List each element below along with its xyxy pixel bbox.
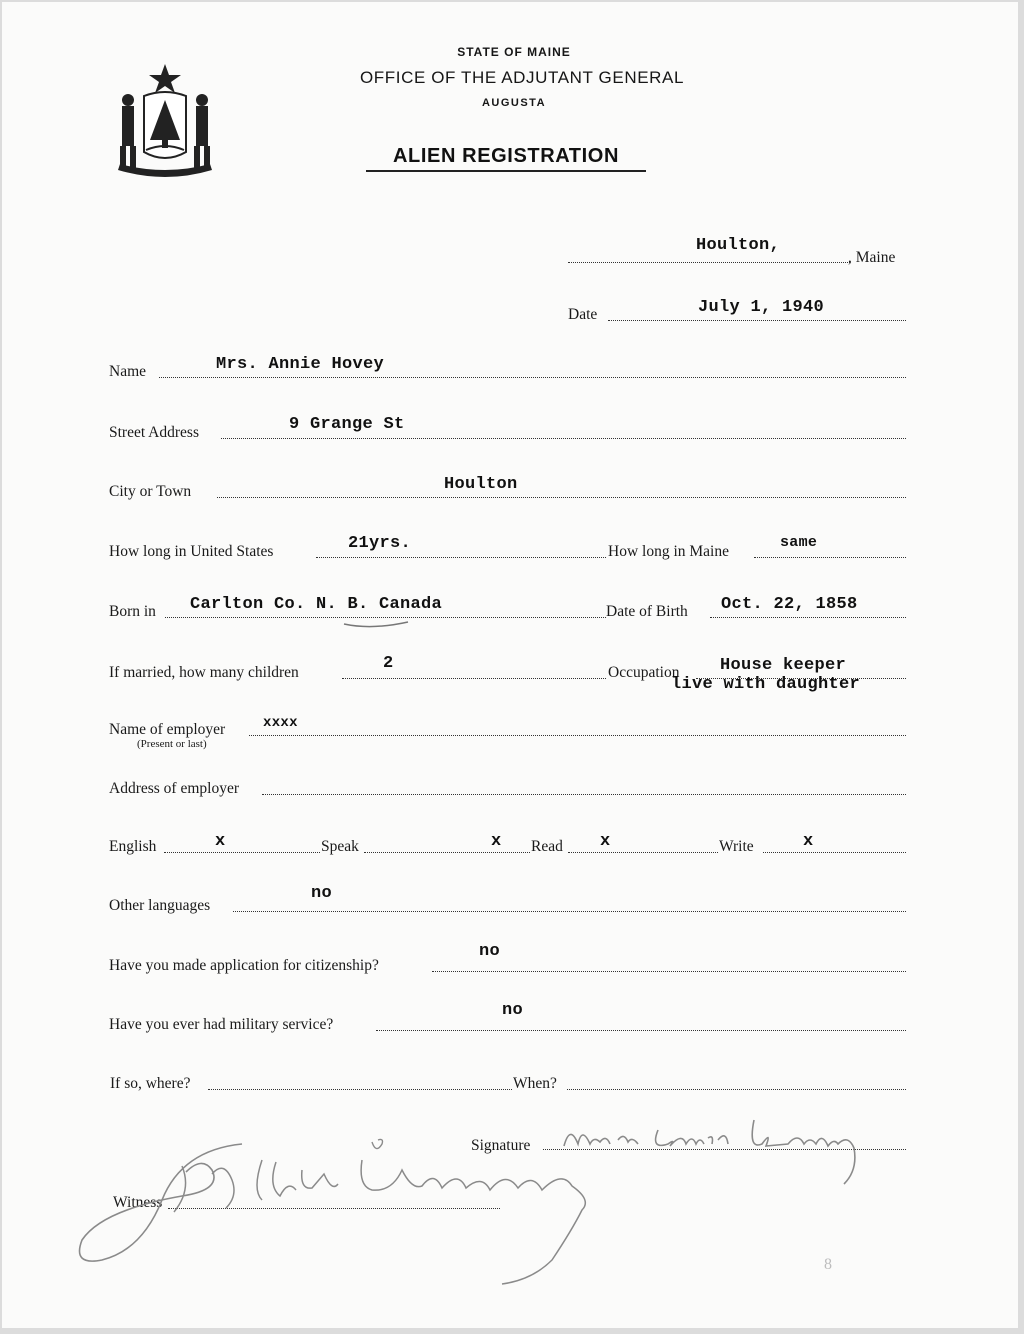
speak-label: Speak: [321, 838, 359, 855]
employer-address-line: [262, 794, 906, 795]
how-long-us-line: [316, 557, 606, 558]
read-line: [568, 852, 718, 853]
born-in-label: Born in: [109, 603, 156, 620]
place-line: [568, 262, 850, 263]
dob-label: Date of Birth: [606, 603, 688, 620]
page-number: 8: [824, 1256, 832, 1273]
signature-label: Signature: [471, 1137, 531, 1154]
children-label: If married, how many children: [109, 664, 299, 681]
when-label: When?: [513, 1075, 557, 1092]
city-label: City or Town: [109, 483, 192, 500]
employer-address-label: Address of employer: [109, 780, 239, 797]
name-label: Name: [109, 363, 147, 380]
military-label: Have you ever had military service?: [109, 1016, 334, 1033]
children-value: 2: [383, 654, 394, 673]
witness-label: Witness: [113, 1194, 163, 1211]
how-long-us-label: How long in United States: [109, 543, 274, 560]
how-long-maine-label: How long in Maine: [608, 543, 729, 560]
citizenship-value: no: [479, 942, 501, 961]
employer-line: [249, 735, 906, 736]
speak-line: [364, 852, 530, 853]
speak-value: x: [491, 832, 502, 851]
how-long-maine-line: [754, 557, 906, 558]
city-line: [217, 497, 906, 498]
name-value: Mrs. Annie Hovey: [216, 355, 385, 374]
read-value: x: [600, 832, 611, 851]
place-suffix: , Maine: [848, 249, 896, 266]
witness-signature-icon: [62, 1130, 622, 1290]
write-line: [763, 852, 906, 853]
header-city: AUGUSTA: [481, 97, 547, 109]
place-value: Houlton,: [696, 236, 781, 255]
when-line: [567, 1089, 906, 1090]
header-office: OFFICE OF THE ADJUTANT GENERAL: [359, 68, 685, 87]
children-line: [342, 678, 606, 679]
english-line: [164, 852, 320, 853]
header-state: STATE OF MAINE: [457, 45, 571, 59]
read-label: Read: [531, 838, 563, 855]
other-languages-label: Other languages: [109, 897, 211, 914]
military-line: [376, 1030, 906, 1031]
city-value: Houlton: [444, 475, 518, 494]
english-label: English: [109, 838, 157, 855]
write-value: x: [803, 832, 814, 851]
citizenship-line: [432, 971, 906, 972]
how-long-maine-value: same: [780, 534, 818, 551]
other-languages-value: no: [311, 884, 333, 903]
street-label: Street Address: [109, 424, 199, 441]
dob-value: Oct. 22, 1858: [721, 595, 858, 614]
date-line: [608, 320, 906, 321]
name-line: [159, 377, 906, 378]
form-page: [2, 2, 1018, 1328]
born-in-value: Carlton Co. N. B. Canada: [190, 595, 443, 614]
other-languages-line: [233, 911, 906, 912]
english-value: x: [215, 832, 226, 851]
occupation-label: Occupation: [608, 664, 680, 681]
occupation-value-2: live with daughter: [671, 675, 861, 694]
write-label: Write: [719, 838, 754, 855]
street-value: 9 Grange St: [289, 415, 405, 434]
form-title: ALIEN REGISTRATION: [366, 145, 646, 172]
employer-value: xxxx: [263, 715, 298, 731]
employer-label: Name of employer: [109, 721, 226, 738]
citizenship-label: Have you made application for citizenship?: [109, 957, 379, 974]
pencil-mark-icon: [342, 616, 412, 630]
military-value: no: [502, 1001, 524, 1020]
street-line: [221, 438, 906, 439]
dob-line: [710, 617, 906, 618]
where-label: If so, where?: [110, 1075, 191, 1092]
date-value: July 1, 1940: [698, 298, 825, 317]
occupation-value: House keeper: [720, 656, 847, 675]
employer-sublabel: (Present or last): [137, 738, 207, 750]
where-line: [208, 1089, 512, 1090]
how-long-us-value: 21yrs.: [348, 534, 412, 553]
date-label: Date: [568, 306, 598, 323]
